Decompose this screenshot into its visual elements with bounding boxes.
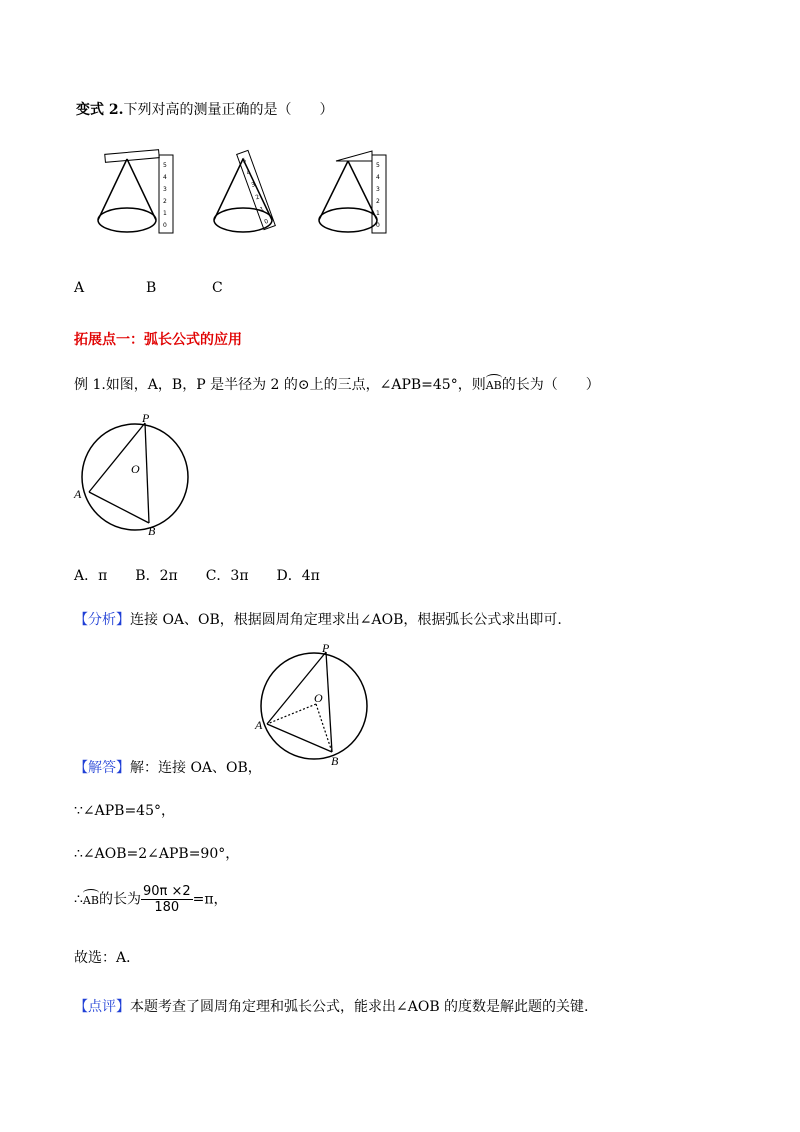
ruler-tick: 1	[376, 210, 380, 217]
cone-figure-b	[205, 145, 290, 240]
ruler-tick: 0	[263, 217, 270, 226]
label-p: P	[322, 641, 330, 655]
ruler-tick: 1	[258, 205, 265, 214]
variant-text: 下列对高的测量正确的是（ ）	[123, 102, 334, 118]
ruler-tick: 3	[163, 186, 167, 193]
fraction-denominator: 180	[154, 900, 180, 915]
analysis-tag: 【分析】	[74, 612, 130, 628]
ruler-tick: 5	[241, 156, 248, 165]
ruler-tick: 0	[376, 222, 380, 229]
ruler-tick: 4	[245, 169, 252, 177]
option-c: C	[212, 280, 223, 296]
solution-text: 解：连接 OA、OB，	[130, 760, 262, 776]
circle-figure-2	[250, 640, 380, 770]
example-options: A．π B．2π C．3π D．4π	[74, 568, 320, 584]
variant-label: 变式 2.	[76, 102, 124, 118]
ruler-tick: 4	[163, 174, 167, 181]
ruler-tick: 3	[376, 186, 380, 193]
variant-question	[76, 99, 334, 119]
solution-line	[74, 757, 262, 777]
solution-tag: 【解答】	[74, 760, 130, 776]
solution-step-3	[74, 884, 228, 915]
ruler-tick: 2	[163, 198, 167, 205]
analysis-text: 连接 OA、OB，根据圆周角定理求出∠AOB，根据弧长公式求出即可.	[130, 612, 562, 628]
label-o: O	[131, 462, 140, 476]
solution-mid: 的长为	[98, 891, 141, 908]
label-a: A	[255, 718, 263, 732]
option-b: B	[146, 280, 157, 296]
solution-choice: 故选：A．	[74, 950, 141, 966]
solution-step-1: ∵∠APB=45°，	[74, 803, 176, 819]
label-b: B	[148, 524, 156, 538]
example-text-before: 例 1.如图，A，B，P 是半径为 2 的⊙上的三点，∠APB=45°，则	[74, 377, 486, 393]
label-a: A	[74, 487, 82, 501]
ruler-tick: 5	[163, 162, 167, 169]
label-b: B	[331, 754, 339, 768]
analysis-line	[74, 609, 562, 629]
label-p: P	[142, 411, 150, 425]
ruler-tick: 1	[163, 210, 167, 217]
ruler-tick: 5	[376, 162, 380, 169]
arc-length-fraction	[141, 884, 193, 915]
arc-ab-label: AB	[486, 376, 502, 392]
comment-text: 本题考查了圆周角定理和弧长公式，能求出∠AOB 的度数是解此题的关键.	[130, 999, 589, 1015]
ruler-tick: 3	[250, 181, 257, 190]
fraction-numerator: 90π ×2	[142, 884, 191, 899]
comment-line	[74, 996, 589, 1016]
therefore-symbol: ∴	[74, 891, 83, 908]
solution-result: =π，	[192, 891, 228, 908]
example-question	[74, 374, 600, 394]
ruler-tick: 4	[376, 174, 380, 181]
ruler-tick: 0	[163, 222, 167, 229]
label-o: O	[314, 691, 323, 705]
comment-tag: 【点评】	[74, 999, 130, 1015]
cone-figure-a	[95, 145, 185, 240]
solution-step-2: ∴∠AOB=2∠APB=90°，	[74, 846, 240, 862]
cone-figure-c	[312, 145, 397, 240]
extension-title: 拓展点一：弧长公式的应用	[74, 332, 242, 348]
example-text-after: 的长为（ ）	[501, 377, 600, 393]
ruler-tick: 2	[376, 198, 380, 205]
circle-figure-1	[70, 410, 200, 540]
option-a: A	[74, 280, 85, 296]
arc-ab-label: AB	[83, 891, 99, 907]
ruler-tick: 2	[254, 193, 261, 202]
